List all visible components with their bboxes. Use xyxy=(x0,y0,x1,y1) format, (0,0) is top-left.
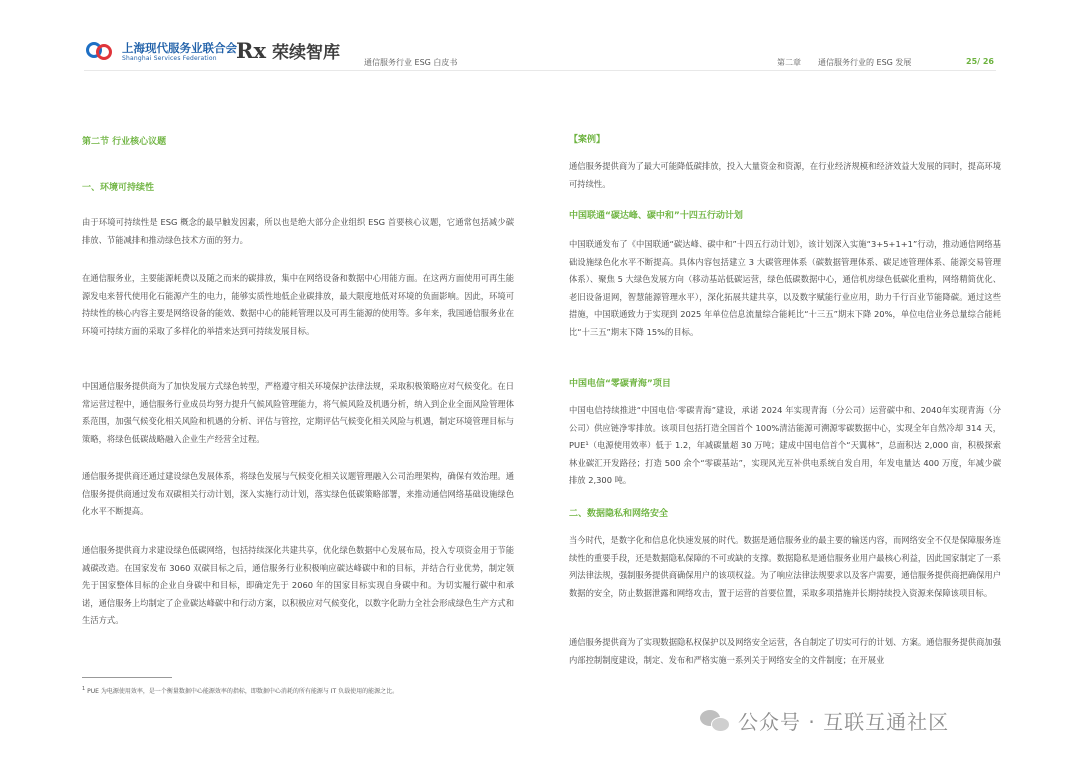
watermark-text: 公众号 · 互联互通社区 xyxy=(738,710,950,734)
case-label: 【案例】 xyxy=(569,135,606,145)
footnote xyxy=(82,686,398,695)
rx-logo-icon: Rx xyxy=(236,38,266,63)
case-title-unicom: 中国联通“碳达峰、碳中和”十四五行动计划 xyxy=(569,211,743,221)
chapter-title: 通信服务行业的 ESG 发展 xyxy=(818,58,912,67)
ssf-logo-icon xyxy=(84,40,116,64)
paragraph: 通信服务提供商为了实现数据隐私权保护以及网络安全运营，各自制定了切实可行的计划、方案。通信服务提供商加强内部控制制度建设，制定、发布和严格实施一系列关于网络安全的文件制度；在开展业 xyxy=(569,637,1001,665)
paragraph: 中国联通发布了《中国联通“碳达峰、碳中和”十四五行动计划》，该计划深入实施“3+5+1+1”行动，推动通信网络基础设施绿色化水平不断提高。具体内容包括建立 3 大碳管理体系（碳数据管理体系、碳足迹管理体系、能源交易管理体系）、聚焦 5 大绿色发展方向（移动基站低碳运营，绿色低碳数据中心，通信机房绿色低碳化重构，网络精简优化、老旧设备退网，智慧能源管理水平），深化拓展共建共享，以及数字赋能行业应用，助力千行百业节能降碳。通过这些措施，中国联通致力于实现到 2025 年单位信息流量综合能耗比“十三五”期末下降 20%，单位电信业务总量综合能耗比“十三五”期末下降 15%的目标。 xyxy=(569,239,1001,337)
org-name-cn: 上海现代服务业联合会 xyxy=(122,40,237,55)
paragraph: 通信服务提供商力求建设绿色低碳网络，包括持续深化共建共享，优化绿色数据中心发展布局，投入专项资金用于节能减碳改造。在国家发布 3060 双碳目标之后，通信服务行业积极响应碳达峰碳中和的目标，并结合行业优势，制定领先于国家整体目标的企业自身碳中和目标，即确定先于 2060 年的国家目标实现自身碳中和。为切实履行碳中和承诺，通信服务上均制定了企业碳达峰碳中和行动方案，以积极应对气候变化，以数字化助力全社会形成绿色生产方式和生活方式。 xyxy=(82,545,514,626)
paragraph: 由于环境可持续性是 ESG 概念的最早触发因素，所以也是绝大部分企业组织 ESG 首要核心议题，它通常包括减少碳排放、节能减排和推动绿色技术方面的努力。 xyxy=(82,217,514,245)
case-title-telecom: 中国电信“零碳青海”项目 xyxy=(569,379,671,389)
org-name-en: Shanghai Services Federation xyxy=(122,54,217,62)
paragraph: 通信服务提供商为了最大可能降低碳排放，投入大量资金和资源，在行业经济规模和经济效益大发展的同时，提高环境可持续性。 xyxy=(569,161,1001,189)
chapter-label: 第二章 xyxy=(777,58,801,67)
subsection-title: 二、数据隐私和网络安全 xyxy=(569,509,669,519)
footnote-text: PUE 为电源使用效率，是一个衡量数据中心能源效率的指标，即数据中心消耗的所有能源与 IT 负载使用的能源之比。 xyxy=(87,688,399,695)
footnote-divider xyxy=(82,677,172,678)
doc-title: 通信服务行业 ESG 白皮书 xyxy=(364,58,458,67)
paragraph: 中国通信服务提供商为了加快发展方式绿色转型，严格遵守相关环境保护法律法规，采取积极策略应对气候变化。在日常运营过程中，通信服务行业成员均努力提升气候风险管理能力，将气候风险及机遇分析，纳入到企业全面风险管理体系范围，加强气候变化相关风险和机遇的分析、评估与管控，定期评估气候变化相关风险与机遇，制定环境管理目标与策略，将绿色低碳战略融入企业生产经营全过程。 xyxy=(82,381,514,444)
paragraph: 中国电信持续推进“中国电信·零碳青海”建设，承诺 2024 年实现青海（分公司）运营碳中和、2040年实现青海（分公司）供应链净零排放。该项目包括打造全国首个 100%清洁能源可溯源零碳数据中心，实现全年自然冷却 314 天，PUE¹（电源使用效率）低于 1.2，年减碳量超 30 万吨；建成中国电信首个“天翼林”，总面积达 2,000 亩，积极探索林业碳汇开发路径；打造 500 余个“零碳基站”，实现风光互补供电系统自发自用，年发电量达 400 万度，年减少碳排放 2,300 吨。 xyxy=(569,405,1001,486)
section-title: 第二节 行业核心议题 xyxy=(82,137,167,147)
wechat-icon xyxy=(700,710,730,732)
subsection-title: 一、环境可持续性 xyxy=(82,183,155,193)
paragraph: 在通信服务业，主要能源耗费以及随之而来的碳排放，集中在网络设备和数据中心用能方面。在这两方面使用可再生能源发电来替代使用化石能源产生的电力，能够实质性地低企业碳排放，最大限度地低对环境的负面影响。因此，环境可持续性的核心内容主要是网络设备的能效、数据中心的能耗管理以及可再生能源的使用等。多年来，我国通信服务业在环境可持续方面的采取了多样化的举措来达到可持续发展目标。 xyxy=(82,273,514,336)
footnote-marker: 1 xyxy=(82,686,86,692)
page-header xyxy=(0,0,1080,80)
rongxu-logo xyxy=(236,38,340,63)
paragraph: 当今时代，是数字化和信息化快速发展的时代。数据是通信服务业的最主要的输送内容，而网络安全不仅是保障服务连续性的重要手段，还是数据隐私保障的不可或缺的支撑。数据隐私是通信服务业用户最核心利益，因此国家制定了一系列法律法规，强制服务提供商确保用户的该项权益。为了响应法律法规要求以及客户需要，通信服务提供商把确保用户数据的安全，防止数据泄露和网络攻击，置于运营的首要位置，采取多项措施并长期持续投入资源来保障该项目标。 xyxy=(569,535,1001,598)
paragraph: 通信服务提供商还通过建设绿色发展体系，将绿色发展与气候变化相关议题管理融入公司治理架构，确保有效治理。通信服务提供商通过发布双碳相关行动计划，深入实施行动计划，落实绿色低碳策略部署，来推动通信网络基础设施绿色化水平不断提高。 xyxy=(82,471,514,517)
watermark xyxy=(700,706,949,735)
think-tank-name: 荣续智库 xyxy=(271,43,340,63)
header-divider xyxy=(84,70,996,71)
ssf-logo xyxy=(84,40,237,64)
page-number: 25/ 26 xyxy=(966,57,994,66)
